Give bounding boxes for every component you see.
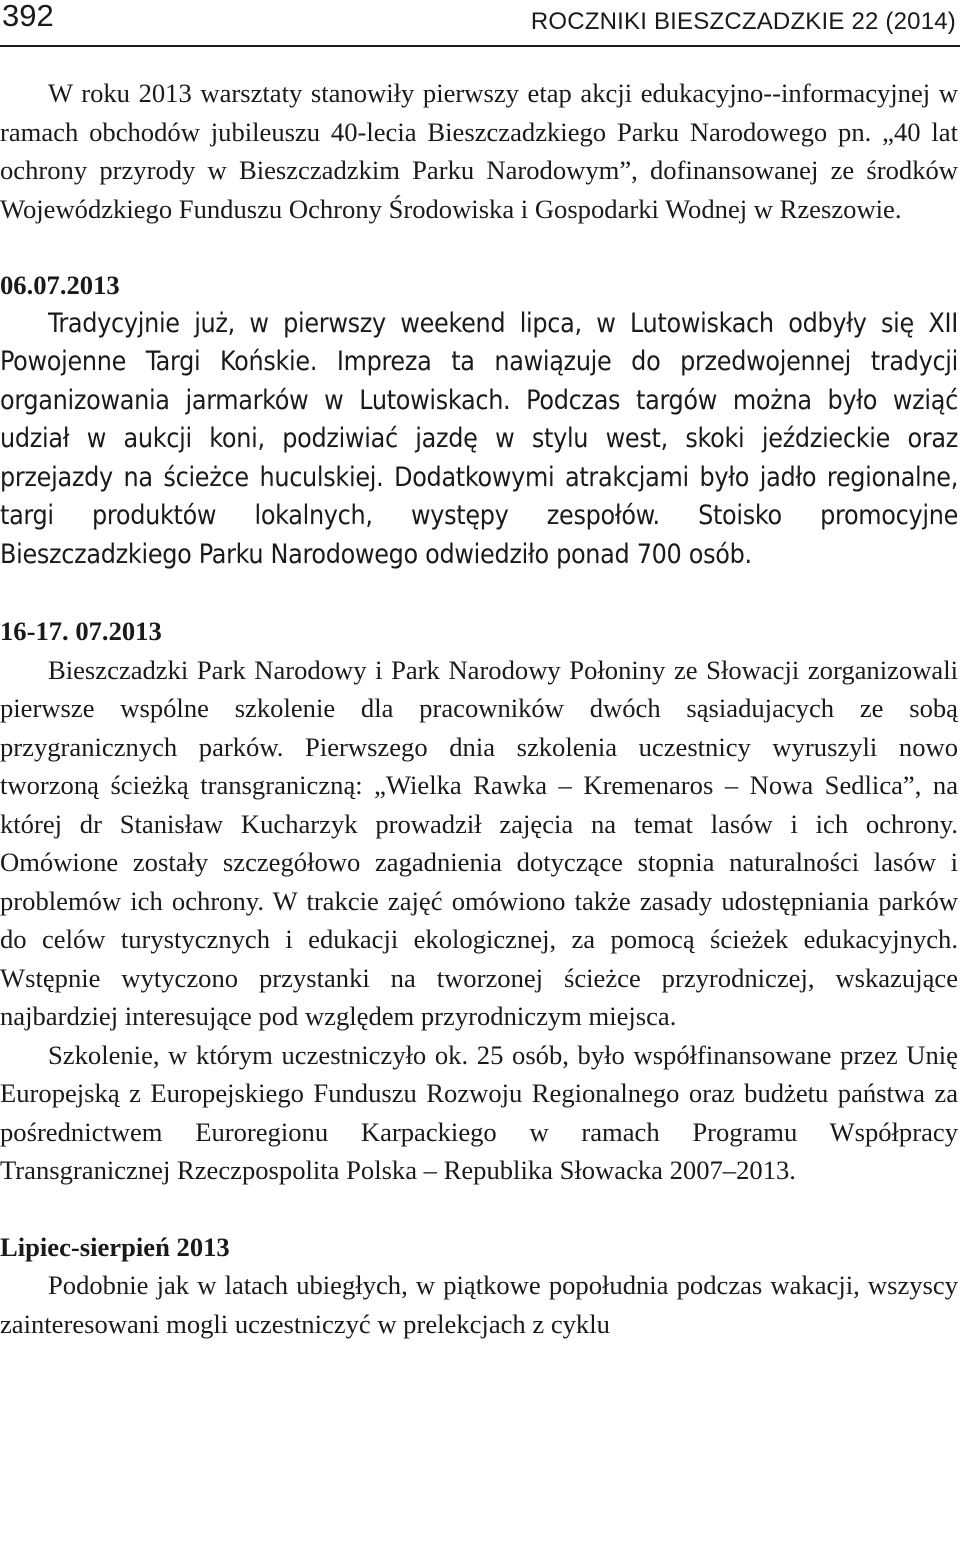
header-rule [0,45,960,47]
section-date-heading: 16-17. 07.2013 [0,616,162,646]
paragraph-training: Bieszczadzki Park Narodowy i Park Narodowy Połoniny ze Słowacji zorganizowali pierwsze wspólne szkolenie dla pracowników dwóch sąsiadujacych ze sobą przygranicznych parków. Pierwszego dnia szkolenia uczestnicy wyruszyli nowo tworzoną ścieżką transgraniczną: „Wielka Rawka – Kremenaros – Nowa Sedlica”, na której dr Stanisław Kucharzyk prowadził zajęcia na temat lasów i ich ochrony. Omówione zostały szczegółowo zagadnienia dotyczące stopnia naturalności lasów i problemów ich ochrony. W trakcie zajęć omówiono także zasady udostępniania parków do celów turystycznych i edukacji ekologicznej, za pomocą ścieżek edukacyjnych. Wstępnie wytyczono przystanki na tworzonej ścieżce przyrodniczej, wskazujące najbardziej interesujące pod względem przyrodniczym miejsca. [0,654,958,1031]
article-body [0,74,958,1343]
page-number: 392 [2,0,54,33]
paragraph-intro: W roku 2013 warsztaty stanowiły pierwszy etap akcji edukacyjno--informacyjnej w ramach obchodów jubileuszu 40-lecia Bieszczadzkiego Parku Narodowego pn. „40 lat ochrony przyrody w Bieszczadzkim Parku Narodowym”, dofinansowanej ze środków Wojewódzkiego Funduszu Ochrony Środowiska i Gospodarki Wodnej w Rzeszowie. [0,78,958,224]
page-header [0,0,960,44]
paragraph-lectures: Podobnie jak w latach ubiegłych, w piątkowe popołudnia podczas wakacji, wszyscy zainteresowani mogli uczestniczyć w prelekcjach z cyklu [0,1270,958,1339]
paragraph-funding: Szkolenie, w którym uczestniczyło ok. 25 osób, było współfinansowane przez Unię Europejską z Europejskiego Funduszu Rozwoju Regionalnego oraz budżetu państwa za pośrednictwem Euroregionu Karpackiego w ramach Programu Współpracy Transgranicznej Rzeczpospolita Polska – Republika Słowacka 2007–2013. [0,1039,958,1185]
section-date-heading: 06.07.2013 [0,270,120,300]
paragraph-horse-fair: Tradycyjnie już, w pierwszy weekend lipca, w Lutowiskach odbyły się XII Powojenne Targi Końskie. Impreza ta nawiązuje do przedwojennej tradycji organizowania jarmarków w Lutowiskach. Podczas targów można było wziąć udział w aukcji koni, podziwiać jazdę w stylu west, skoki jeździeckie oraz przejazdy na ścieżce huculskiej. Dodatkowymi atrakcjami było jadło regionalne, targi produktów lokalnych, występy zespołów. Stoisko promocyjne Bieszczadzkiego Parku Narodowego odwiedziło ponad 700 osób. [0,307,958,570]
section-gap [0,1190,958,1228]
section-gap [0,574,958,612]
running-title: ROCZNIKI BIESZCZADZKIE 22 (2014) [530,8,956,35]
section-date-heading: Lipiec-sierpień 2013 [0,1231,230,1262]
section-gap [0,228,958,266]
